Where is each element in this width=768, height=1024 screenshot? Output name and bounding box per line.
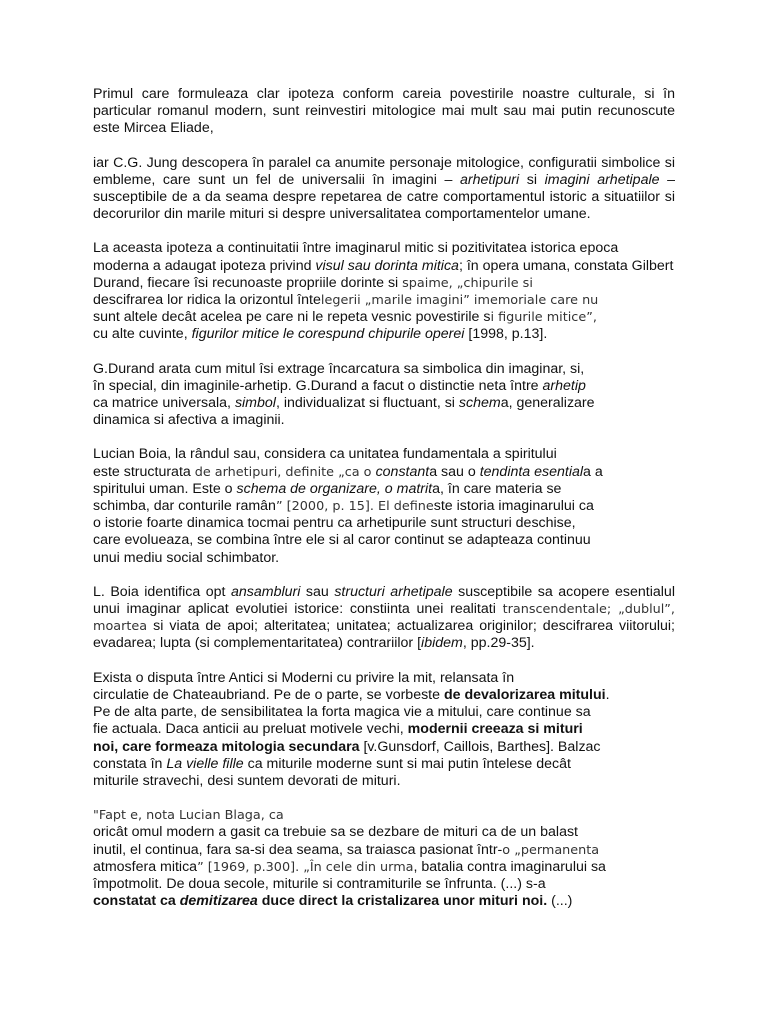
text-run: ca miturile moderne sunt si mai putin întelese decât <box>243 755 571 772</box>
text-run: a a <box>583 463 603 480</box>
document-page <box>93 86 675 927</box>
paragraph-blaga <box>93 807 675 910</box>
text-run: spaime, „chipurile si <box>402 275 533 291</box>
text-run: , pp.29-35]. <box>462 635 535 652</box>
text-run: Exista o disputa între Antici si Moderni cu privire la mit, relansata în <box>93 669 515 686</box>
text-run: inutil, el continua, fara sa-si dea seama, sa traiasca pasionat într- <box>93 841 503 858</box>
text-run: ; în opera umana, constata Gilbert Durand, fiecare îsi recunoaste propriile dorinte si <box>93 257 674 291</box>
italic-term: constant <box>375 463 430 480</box>
bold-italic-term: demitizarea <box>179 893 258 910</box>
text-run: transcendentale; „dublul”, moartea <box>93 602 675 635</box>
text-run: La aceasta ipoteza a continuitatii între imaginarul mitic si pozitivitatea istorica epoca moderna a adaugat ipoteza privind <box>93 240 619 274</box>
text-run: susceptibile sa acopere esentialul unui imaginar aplicat evolutiei istorice: constiinta unei realitati <box>93 583 675 618</box>
paragraph-jung <box>93 155 675 224</box>
text-run: cu alte cuvinte, <box>93 326 192 343</box>
italic-term: simbol <box>234 395 276 412</box>
text-run: descifrarea lor ridica la orizontul înte <box>93 292 321 309</box>
text-run: G.Durand arata cum mitul îsi extrage încarcatura sa simbolica din imaginar, si, <box>93 360 585 377</box>
text-run: în special, din imaginile-arhetip. G.Durand a facut o distinctie neta între <box>93 377 543 394</box>
italic-term: schem <box>458 395 501 412</box>
bold-term: duce direct la cristalizarea unor mituri noi. <box>257 893 548 910</box>
text-run: si <box>519 171 545 188</box>
paragraph-durand-dorinta <box>93 240 675 343</box>
text-run: împotmolit. De doua secole, miturile si contramiturile se înfrunta. (...) s-a <box>93 875 546 892</box>
italic-term: imagini arhetipale <box>544 171 660 188</box>
text-run: , batalia contra imaginarului sa <box>413 858 606 875</box>
text-run: "Fapt e, nota Lucian Blaga, ca <box>93 808 284 824</box>
text-run: sunt altele decât acelea pe care ni le repeta vesnic povestirile s <box>93 309 491 326</box>
italic-term: figurilor mitice le corespund chipurile operei <box>191 326 465 343</box>
text-run: Primul care formuleaza clar ipoteza conform careia povestirile noastre culturale, si în particular romanul modern, sunt reinvestiri mitologice mai mult sau mai putin recunoscute este Mircea Eliade, <box>93 86 675 137</box>
text-run: dinamica si afectiva a imaginii. <box>93 412 285 429</box>
italic-term: ansambluri <box>231 583 301 600</box>
text-run: Lucian Boia, la rândul sau, considera ca unitatea fundamentala a spiritului <box>93 446 557 463</box>
text-run: i figurile mitice”, <box>490 310 597 326</box>
italic-term: arhetip <box>542 377 586 394</box>
text-run: oricât omul modern a gasit ca trebuie sa se dezbare de mituri ca de un balast <box>93 824 579 841</box>
text-run: o istorie foarte dinamica tocmai pentru ca arhetipurile sunt structuri deschise, <box>93 515 576 532</box>
paragraph-durand-arhetip <box>93 361 675 430</box>
bold-term: modernii creeaza si mituri <box>407 721 583 738</box>
paragraph-boia-structura <box>93 446 675 566</box>
paragraph-boia-ansambluri <box>93 584 675 653</box>
text-run: ste istoria imaginarului ca <box>433 498 594 515</box>
italic-term: schema de organizare, o matrit <box>236 480 433 497</box>
text-run: a sau o <box>429 463 480 480</box>
text-run: este structurata <box>93 463 195 480</box>
text-run: circulatie de Chateaubriand. Pe de o parte, se vorbeste <box>93 686 444 703</box>
italic-term: La vielle fille <box>166 755 244 772</box>
bold-term: de devalorizarea mitului <box>443 686 606 703</box>
text-run: [v.Gunsdorf, Caillois, Barthes]. Balzac <box>359 738 601 755</box>
text-run: ” [2000, p. 15]. El define <box>275 499 434 515</box>
text-run: , individualizat si fluctuant, si <box>275 395 459 412</box>
text-run: si viata de apoi; alteritatea; unitatea; actualizarea originilor; descifrarea viitorului; evadarea; lupta (si complementaritatea) contrariilor [ <box>93 618 675 652</box>
text-run: Pe de alta parte, de sensibilitatea la forta magica vie a mitului, care continue sa <box>93 704 591 721</box>
italic-term: structuri arhetipale <box>334 583 453 600</box>
paragraph-eliade <box>93 86 675 138</box>
text-run: iar C.G. Jung descopera în paralel ca anumite personaje mitologice, configuratii simbolice si embleme, care sunt un fel de universalii în imagini – <box>93 154 675 188</box>
text-run: a, generalizare <box>500 395 595 412</box>
text-run: . <box>605 686 610 703</box>
text-run: miturile stravechi, desi suntem devorati de mituri. <box>93 772 401 789</box>
italic-term: arhetipuri <box>460 171 520 188</box>
italic-term: visul sau dorinta mitica <box>315 257 459 274</box>
paragraph-antici-moderni <box>93 670 675 790</box>
text-run: care evolueaza, se combina între ele si al caror continut se adapteaza continuu <box>93 532 591 549</box>
text-run: legerii „marile imagini” imemoriale care nu <box>320 293 599 309</box>
text-run: – susceptibile de a da seama despre repetarea de catre comportamentul istoric a situatiilor si decorurilor din marile mituri si despre universalitatea comportamentelor umane. <box>93 171 676 223</box>
italic-term: tendinta esential <box>479 463 584 480</box>
text-run: ca matrice universala, <box>93 395 235 412</box>
text-run: constata în <box>93 755 167 772</box>
bold-term: constatat ca <box>93 893 180 910</box>
text-run: spiritului uman. Este o <box>93 480 237 497</box>
text-run: de arhetipuri, definite „ca o <box>194 464 376 480</box>
text-run: o „permanenta <box>502 842 600 858</box>
text-run: a, în care materia se <box>432 480 562 497</box>
italic-term: ibidem <box>421 635 463 652</box>
text-run: schimba, dar conturile ramân <box>93 498 276 515</box>
text-run: fie actuala. Daca anticii au preluat motivele vechi, <box>93 721 408 738</box>
text-run: atmosfera mitica <box>93 858 198 875</box>
text-run: unui mediu social schimbator. <box>93 549 280 566</box>
text-run: (...) <box>547 893 573 910</box>
bold-term: noi, care formeaza mitologia secundara <box>93 738 360 755</box>
text-run: L. Boia identifica opt <box>93 583 231 600</box>
text-run: sau <box>300 583 335 600</box>
text-run: ” [1969, p.300]. „În cele din urma <box>197 859 414 875</box>
text-run: [1998, p.13]. <box>464 326 548 343</box>
